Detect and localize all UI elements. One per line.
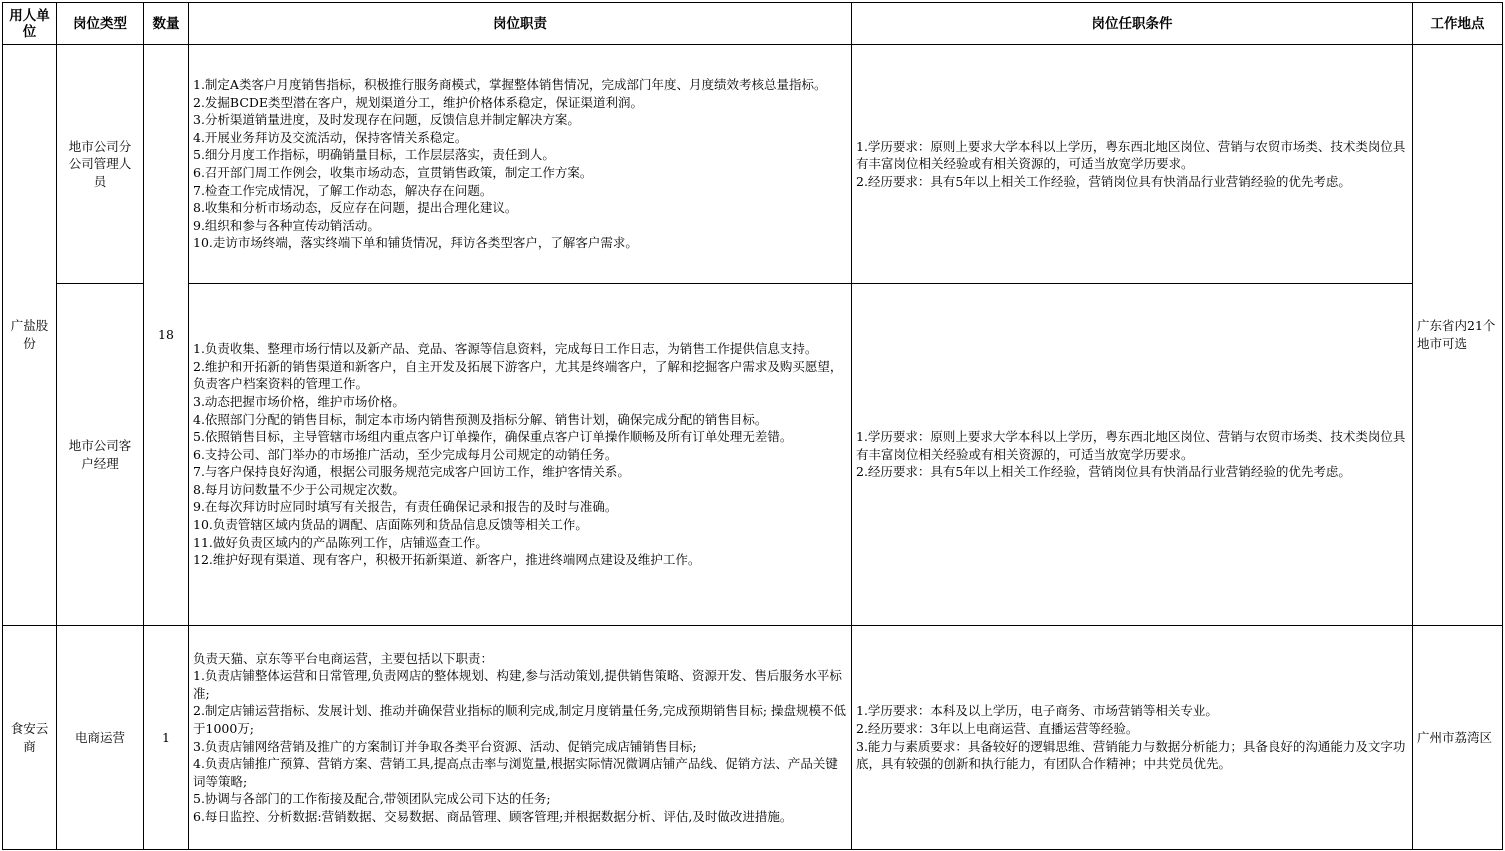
duty-line: 5.细分月度工作指标，明确销量目标，工作层层落实，责任到人。 <box>193 147 555 163</box>
duty-line: 4.依照部门分配的销售目标，制定本市场内销售预测及指标分解、销售计划，确保完成分配的销售目标。 <box>193 411 768 427</box>
duty-line: 4.负责店铺推广预算、营销方案、营销工具,提高点击率与浏览量,根据实际情况微调店铺产品线、促销方法、产品关键词等策略; <box>193 756 838 789</box>
requirement-line: 2.经历要求：具有5年以上相关工作经验，营销岗位具有快消品行业营销经验的优先考虑。 <box>856 173 1351 189</box>
duty-line: 6.每日监控、分析数据:营销数据、交易数据、商品管理、顾客管理;并根据数据分析、评估,及时做改进措施。 <box>193 808 793 824</box>
duty-line: 10.走访市场终端，落实终端下单和铺货情况，拜访各类型客户，了解客户需求。 <box>193 235 638 251</box>
duty-line: 4.开展业务拜访及交流活动，保持客情关系稳定。 <box>193 129 468 145</box>
duty-line: 6.支持公司、部门举办的市场推广活动，至少完成每月公司规定的动销任务。 <box>193 446 618 462</box>
header-count: 数量 <box>144 3 189 45</box>
job-table <box>2 2 1503 850</box>
duty-line: 5.依照销售目标，主导管辖市场组内重点客户订单操作，确保重点客户订单操作顺畅及所有订单处理无差错。 <box>193 429 793 445</box>
table-header-row <box>3 3 1503 45</box>
count-cell: 18 <box>144 45 189 626</box>
header-requirements: 岗位任职条件 <box>852 3 1413 45</box>
duty-line: 9.组织和参与各种宣传动销活动。 <box>193 217 380 233</box>
unit-cell: 广盐股份 <box>3 45 57 626</box>
requirement-line: 1.学历要求：本科及以上学历，电子商务、市场营销等相关专业。 <box>856 703 1218 719</box>
requirement-line: 1.学历要求：原则上要求大学本科以上学历，粤东西北地区岗位、营销与农贸市场类、技术类岗位具有丰富岗位相关经验或有相关资源的，可适当放宽学历要求。 <box>856 138 1406 172</box>
duties-cell <box>189 45 852 284</box>
header-location: 工作地点 <box>1413 3 1503 45</box>
duty-line: 8.每月访问数量不少于公司规定次数。 <box>193 481 405 497</box>
duty-line: 1.负责收集、整理市场行情以及新产品、竞品、客源等信息资料，完成每日工作日志，为销售工作提供信息支持。 <box>193 341 818 357</box>
requirement-line: 2.经历要求：具有5年以上相关工作经验，营销岗位具有快消品行业营销经验的优先考虑。 <box>856 464 1351 480</box>
duty-line: 2.维护和开拓新的销售渠道和新客户，自主开发及拓展下游客户，尤其是终端客户，了解和挖掘客户需求及购买愿望，负责客户档案资料的管理工作。 <box>193 358 843 392</box>
duty-line: 2.发掘BCDE类型潜在客户，规划渠道分工，维护价格体系稳定，保证渠道利润。 <box>193 94 644 110</box>
position-type-cell: 电商运营 <box>57 626 144 850</box>
duties-cell <box>189 626 852 850</box>
location-cell: 广东省内21个地市可选 <box>1413 45 1503 626</box>
duty-line: 负责天猫、京东等平台电商运营，主要包括以下职责： <box>193 650 494 666</box>
requirements-cell <box>852 284 1413 626</box>
count-cell: 1 <box>144 626 189 850</box>
duty-line: 11.做好负责区域内的产品陈列工作，店铺巡查工作。 <box>193 534 488 550</box>
requirement-line: 3.能力与素质要求：具备较好的逻辑思维、营销能力与数据分析能力；具备良好的沟通能力及文字功底，具有较强的创新和执行能力，有团队合作精神；中共党员优先。 <box>856 738 1406 772</box>
table-row <box>3 626 1503 850</box>
requirements-cell <box>852 626 1413 850</box>
duty-line: 8.收集和分析市场动态，反应存在问题，提出合理化建议。 <box>193 200 518 216</box>
duty-line: 10.负责管辖区域内货品的调配、店面陈列和货品信息反馈等相关工作。 <box>193 517 588 533</box>
duty-line: 3.负责店铺网络营销及推广的方案制订并争取各类平台资源、活动、促销完成店铺销售目标; <box>193 738 697 754</box>
unit-cell: 食安云商 <box>3 626 57 850</box>
duty-line: 5.协调与各部门的工作衔接及配合,带领团队完成公司下达的任务; <box>193 791 551 807</box>
duty-line: 2.制定店铺运营指标、发展计划、推动并确保营业指标的顺利完成,制定月度销量任务,完成预期销售目标; 操盘规模不低于1000万; <box>193 703 847 736</box>
position-type-cell: 地市公司客户经理 <box>57 284 144 626</box>
duty-line: 6.召开部门周工作例会，收集市场动态，宣贯销售政策，制定工作方案。 <box>193 165 593 180</box>
table-row <box>3 45 1503 284</box>
duty-line: 3.动态把握市场价格，维护市场价格。 <box>193 393 405 409</box>
position-type-cell: 地市公司分公司管理人员 <box>57 45 144 284</box>
table-row <box>3 284 1503 626</box>
duties-cell <box>189 284 852 626</box>
location-cell: 广州市荔湾区 <box>1413 626 1503 850</box>
header-type: 岗位类型 <box>57 3 144 45</box>
duty-line: 7.检查工作完成情况，了解工作动态，解决存在问题。 <box>193 182 493 198</box>
duty-line: 1.负责店铺整体运营和日常管理,负责网店的整体规划、构建,参与活动策划,提供销售策略、资源开发、售后服务水平标准; <box>193 668 842 701</box>
requirement-line: 2.经历要求：3年以上电商运营、直播运营等经验。 <box>856 720 1139 736</box>
duty-line: 1.制定A类客户月度销售指标，积极推行服务商模式，掌握整体销售情况，完成部门年度、月度绩效考核总量指标。 <box>193 77 827 93</box>
requirement-line: 1.学历要求：原则上要求大学本科以上学历，粤东西北地区岗位、营销与农贸市场类、技术类岗位具有丰富岗位相关经验或有相关资源的，可适当放宽学历要求。 <box>856 429 1406 462</box>
duty-line: 3.分析渠道销量进度，及时发现存在问题，反馈信息并制定解决方案。 <box>193 112 580 128</box>
duty-line: 9.在每次拜访时应同时填写有关报告，有责任确保记录和报告的及时与准确。 <box>193 499 618 515</box>
header-duties: 岗位职责 <box>189 3 852 45</box>
header-unit: 用人单位 <box>3 3 57 45</box>
duty-line: 7.与客户保持良好沟通，根据公司服务规范完成客户回访工作，维护客情关系。 <box>193 464 630 480</box>
requirements-cell <box>852 45 1413 284</box>
duty-line: 12.维护好现有渠道、现有客户，积极开拓新渠道、新客户，推进终端网点建设及维护工作。 <box>193 552 701 568</box>
